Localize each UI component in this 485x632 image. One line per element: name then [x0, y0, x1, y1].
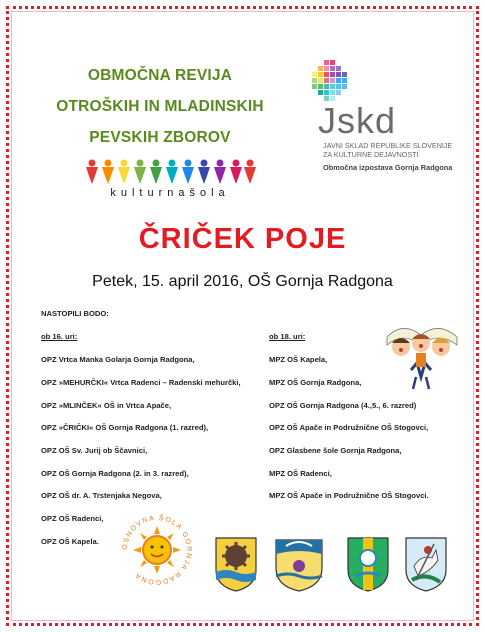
program-intro: NASTOPILI BODO: — [41, 309, 109, 318]
event-subtitle: Petek, 15. april 2016, OŠ Gornja Radgona — [92, 273, 393, 290]
people-icon — [80, 158, 260, 184]
list-item: OPZ Glasbene šole Gornja Radgona, — [269, 446, 402, 455]
jskd-mosaic-icon — [308, 58, 354, 104]
list-item: OPZ OŠ dr. A. Trstenjaka Negova, — [41, 491, 162, 500]
list-item: OPZ OŠ Apače in Podružnične OŠ Stogovci, — [269, 423, 429, 432]
jskd-branch: Območna izpostava Gornja Radgona — [323, 163, 453, 172]
jskd-description — [323, 141, 452, 159]
title-line-2: OTROŠKIH IN MLADINSKIH — [56, 98, 264, 115]
school-sun-seal — [117, 510, 197, 590]
crest-gornja-radgona-icon — [272, 536, 326, 592]
list-item: OPZ OŠ Gornja Radgona (2. in 3. razred), — [41, 469, 189, 478]
singing-children-icon — [383, 315, 461, 390]
left-heading: ob 16. uri: — [41, 332, 78, 341]
list-item: MPZ OŠ Gornja Radgona, — [269, 378, 362, 387]
list-item: OPZ OŠ Radenci, — [41, 514, 104, 523]
list-item: MPZ OŠ Kapela, — [269, 355, 328, 364]
list-item: MPZ OŠ Apače in Podružnične OŠ Stogovci. — [269, 491, 429, 500]
kulturna-sola-text: kulturnašola — [110, 187, 230, 199]
list-item: OPZ OŠ Gornja Radgona (4.,5., 6. razred) — [269, 401, 417, 410]
list-item: OPZ »MLINČEK« OŠ in Vrtca Apače, — [41, 401, 172, 410]
jskd-line-2: ZA KULTURNE DEJAVNOSTI — [323, 150, 419, 159]
title-line-1: OBMOČNA REVIJA — [87, 67, 233, 84]
crest-st-george-icon — [404, 536, 448, 592]
jskd-line-1: JAVNI SKLAD REPUBLIKE SLOVENIJE — [323, 141, 453, 150]
crest-mill-icon — [214, 536, 258, 592]
crest-radenci-icon — [346, 536, 390, 592]
kulturna-sola-logo — [80, 158, 260, 199]
event-title: ČRIČEK POJE — [138, 223, 347, 255]
right-heading: ob 18. uri: — [269, 332, 306, 341]
list-item: OPZ »ČRIČKI« OŠ Gornja Radgona (1. razred), — [41, 423, 209, 432]
list-item: MPZ OŠ Radenci, — [269, 469, 332, 478]
list-item: OPZ OŠ Kapela. — [41, 537, 99, 546]
revue-title — [30, 60, 290, 153]
list-item: OPZ »MEHURČKI« Vrtca Radenci – Radenski mehurčki, — [41, 378, 241, 387]
jskd-wordmark: Jskd — [318, 100, 397, 141]
list-item: OPZ Vrtca Manka Golarja Gornja Radgona, — [41, 355, 195, 364]
seal-text: OSNOVNA ŠOLA GORNJA RADGONA — [121, 514, 193, 586]
title-line-3: PEVSKIH ZBOROV — [89, 129, 231, 146]
list-item: OPZ OŠ Sv. Jurij ob Ščavnici, — [41, 446, 148, 455]
